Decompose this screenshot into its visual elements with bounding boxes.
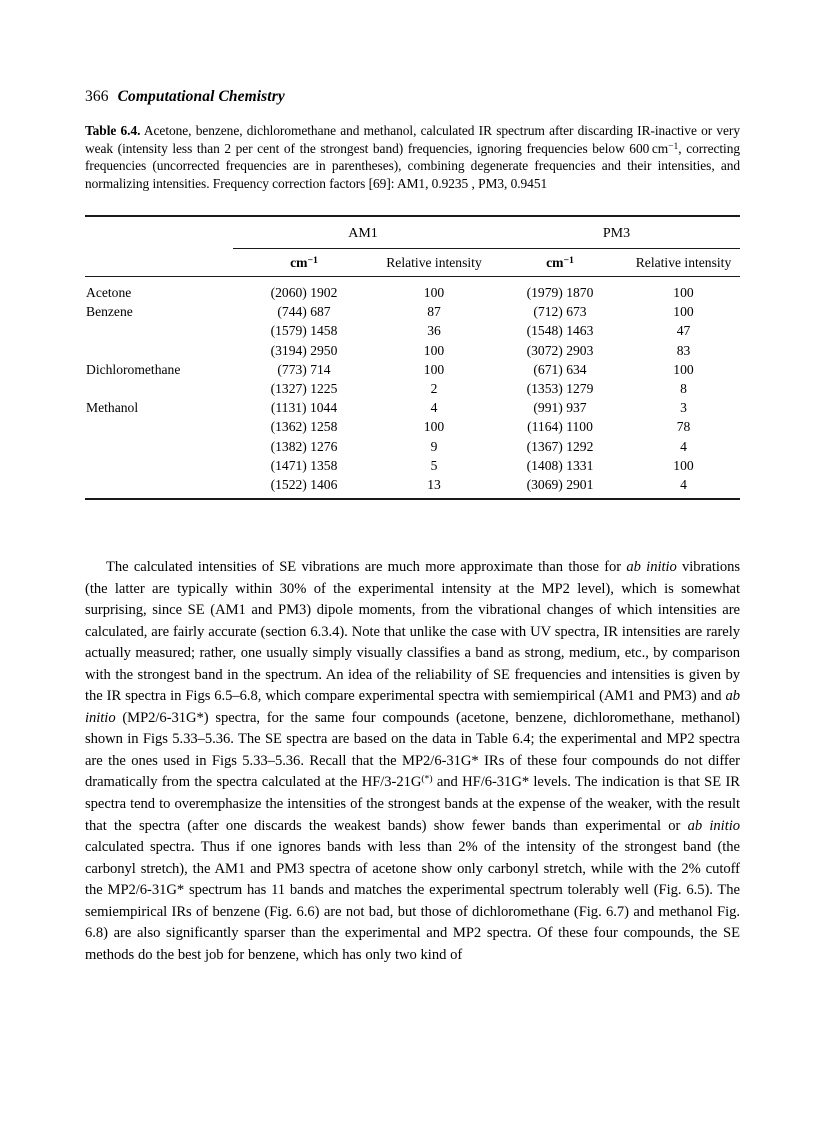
table-caption-text-part1: Acetone, benzene, dichloromethane and methanol, calculated IR spectrum after discarding IR-inactive or very weak (intensity less than 2 per cent of the strongest band) frequencies, ignoring frequencies below 600 cm <box>85 123 740 156</box>
table-cell-am1-frequency: (1382) 1276 <box>270 438 338 454</box>
table-cell-am1-frequency: (1362) 1258 <box>270 419 338 435</box>
table-cell-pm3-frequency: (671) 634 <box>533 361 587 377</box>
table-cell-am1-intensity: 100 <box>423 419 445 435</box>
table-cell-compound: Methanol <box>86 400 139 416</box>
table-caption-label: Table 6.4. <box>85 123 141 138</box>
table-cell-pm3-frequency: (1408) 1331 <box>526 457 594 473</box>
ir-spectrum-table <box>85 215 740 503</box>
table-cell-pm3-intensity: 78 <box>676 419 691 435</box>
table-cell-am1-intensity: 100 <box>423 285 445 300</box>
table-cell-am1-intensity: 36 <box>427 323 441 339</box>
table-cell-compound <box>85 418 233 437</box>
table-cell-am1-frequency: (2060) 1902 <box>270 285 338 300</box>
table-cell-compound <box>85 322 233 341</box>
table-cell-am1-frequency: (1471) 1358 <box>270 457 338 473</box>
table-row <box>85 322 740 341</box>
table-cell-pm3-frequency: (3069) 2901 <box>526 476 594 492</box>
table-cell-pm3-intensity: 4 <box>680 438 687 454</box>
table-cell-pm3-frequency: (712) 673 <box>533 304 587 320</box>
table-row <box>85 341 740 360</box>
body-seg-2: vibrations (the latter are typically within 30% of the experimental intensity at the MP2 level), which is somewhat surprising, since SE (AM1 and PM3) dipole moments, from the vibrational changes of which intensities are calculated, are fairly accurate (section 6.3.4). Note that unlike the case with UV spectra, IR intensities are rarely actually measured; rather, one usually simply visually classifies a band as strong, medium, etc., by comparison with the strongest band in the spectrum. An idea of the reliability of SE frequencies and intensities is given by the IR spectra in Figs 6.5–6.8, which compare experimental spectra with semiempirical (AM1 and PM3) and <box>85 559 741 705</box>
body-emphasis-3: ab initio <box>687 817 740 834</box>
table-cell-am1-intensity: 100 <box>423 361 445 377</box>
column-header-intensity-am1: Relative intensity <box>386 255 482 270</box>
table-cell-pm3-frequency: (1979) 1870 <box>526 285 594 300</box>
table-cell-am1-intensity: 9 <box>430 438 438 454</box>
table-column-header-row <box>85 249 740 277</box>
table-cell-am1-frequency: (744) 687 <box>277 304 331 320</box>
table-row <box>85 379 740 398</box>
table-row <box>85 456 740 475</box>
book-title: Computational Chemistry <box>117 88 285 105</box>
paragraph-se-vibrations <box>85 557 740 966</box>
table-cell-am1-frequency: (1579) 1458 <box>270 323 338 339</box>
table-cell-pm3-frequency: (1367) 1292 <box>526 438 594 454</box>
group-header-am1: AM1 <box>348 226 378 241</box>
column-header-compound <box>85 249 233 277</box>
table-caption-superscript: −1 <box>668 140 679 152</box>
table-cell-am1-frequency: (1131) 1044 <box>270 400 338 416</box>
page-number: 366 <box>85 88 109 105</box>
body-emphasis-2: ab initio <box>85 688 740 726</box>
table-cell-compound <box>85 379 233 398</box>
table-cell-am1-intensity: 2 <box>430 380 438 396</box>
wavenumber-superscript-am1: −1 <box>307 254 318 266</box>
table-cell-pm3-intensity: 100 <box>673 304 694 320</box>
group-header-blank <box>85 220 233 245</box>
body-emphasis-1: ab initio <box>626 559 677 575</box>
basis-set-superscript: (*) <box>421 774 433 786</box>
table-cell-compound: Acetone <box>86 285 132 300</box>
table-row <box>85 303 740 322</box>
table-cell-am1-intensity: 87 <box>427 304 441 320</box>
table-cell-am1-frequency: (1522) 1406 <box>270 476 338 492</box>
body-text <box>85 557 740 966</box>
table-row <box>85 418 740 437</box>
table-cell-pm3-intensity: 83 <box>676 342 691 358</box>
wavenumber-label-am1: cm <box>290 255 308 270</box>
body-seg-5: calculated spectra. Thus if one ignores bands with less than 2% of the intensity of the strongest band (the carbonyl stretch), the AM1 and PM3 spectra of acetone show only carbonyl stretch, while with the 2% cutoff the MP2/6-31G* spectrum has 11 bands and matches the experimental spectrum tolerably well (Fig. 6.5). The semiempirical IRs of benzene (Fig. 6.6) are not bad, but those of dichloromethane (Fig. 6.7) and methanol Fig. 6.8) are also significantly sparser than the experimental and MP2 spectra. Of these four compounds, the SE methods do the best job for benzene, which has only two kind of <box>85 839 740 963</box>
table-cell-pm3-intensity: 47 <box>676 323 691 339</box>
table-cell-pm3-intensity: 100 <box>673 457 694 473</box>
table-cell-am1-frequency: (3194) 2950 <box>270 342 338 358</box>
table-row <box>85 475 740 499</box>
table-cell-compound <box>85 341 233 360</box>
wavenumber-label-pm3: cm <box>546 255 564 270</box>
table-cell-pm3-frequency: (3072) 2903 <box>526 342 594 358</box>
table-cell-compound <box>85 475 233 499</box>
column-header-wavenumber-pm3 <box>493 249 627 277</box>
body-seg-3: (MP2/6-31G*) spectra, for the same four compounds (acetone, benzene, dichloromethane, methanol) shown in Figs 5.33–5.36. The SE spectra are based on the data in Table 6.4; the experimental and MP2 spectra are the ones used in Figs 5.33–5.36. Recall that the MP2/6-31G* IRs of these four compounds do not differ dramatically from the spectra calculated at the HF/3-21G <box>85 709 740 791</box>
table-row <box>85 280 740 303</box>
table-cell-pm3-frequency: (1548) 1463 <box>526 323 594 339</box>
table-6-4 <box>85 215 740 503</box>
table-cell-compound: Benzene <box>86 304 133 320</box>
table-cell-pm3-frequency: (1164) 1100 <box>527 419 593 435</box>
wavenumber-superscript-pm3: −1 <box>563 254 574 266</box>
table-caption-text-part2: , correcting frequencies (uncorrected frequencies are in parentheses), combining degenerate frequencies and their intensities, and normalizing intensities. Frequency correction factors [69]: AM1, 0.9235 , PM3, 0.9451 <box>85 140 740 191</box>
table-cell-am1-intensity: 13 <box>427 476 441 492</box>
table-cell-am1-intensity: 4 <box>430 400 438 416</box>
table-bottom-rule <box>85 499 740 503</box>
table-cell-am1-frequency: (1327) 1225 <box>270 380 338 396</box>
table-cell-compound <box>85 437 233 456</box>
table-cell-am1-intensity: 100 <box>423 342 445 358</box>
body-seg-1: The calculated intensities of SE vibrations are much more approximate than those for <box>106 559 627 575</box>
table-group-header-row <box>85 220 740 245</box>
table-cell-am1-intensity: 5 <box>430 457 438 473</box>
table-cell-pm3-intensity: 100 <box>673 361 694 377</box>
table-cell-pm3-intensity: 4 <box>680 476 687 492</box>
table-row <box>85 399 740 418</box>
table-cell-pm3-intensity: 8 <box>680 380 687 396</box>
column-header-intensity-pm3: Relative intensity <box>635 255 732 270</box>
group-header-pm3: PM3 <box>602 226 631 241</box>
table-cell-pm3-frequency: (1353) 1279 <box>526 380 594 396</box>
table-row <box>85 360 740 379</box>
table-cell-compound: Dichloromethane <box>86 361 181 377</box>
table-caption <box>85 122 740 192</box>
body-seg-4: and HF/6-31G* levels. The indication is that SE IR spectra tend to overemphasize the intensities of the strongest bands at the expense of the weaker, with the result that the spectra (after one discards the weakest bands) show fewer bands than experimental or <box>85 774 740 834</box>
table-cell-pm3-intensity: 3 <box>680 400 687 416</box>
running-head <box>85 88 285 106</box>
table-cell-am1-frequency: (773) 714 <box>277 361 331 377</box>
table-row <box>85 437 740 456</box>
table-cell-pm3-intensity: 100 <box>673 285 694 300</box>
table-cell-pm3-frequency: (991) 937 <box>533 400 587 416</box>
column-header-wavenumber-am1 <box>233 249 375 277</box>
table-cell-compound <box>85 456 233 475</box>
